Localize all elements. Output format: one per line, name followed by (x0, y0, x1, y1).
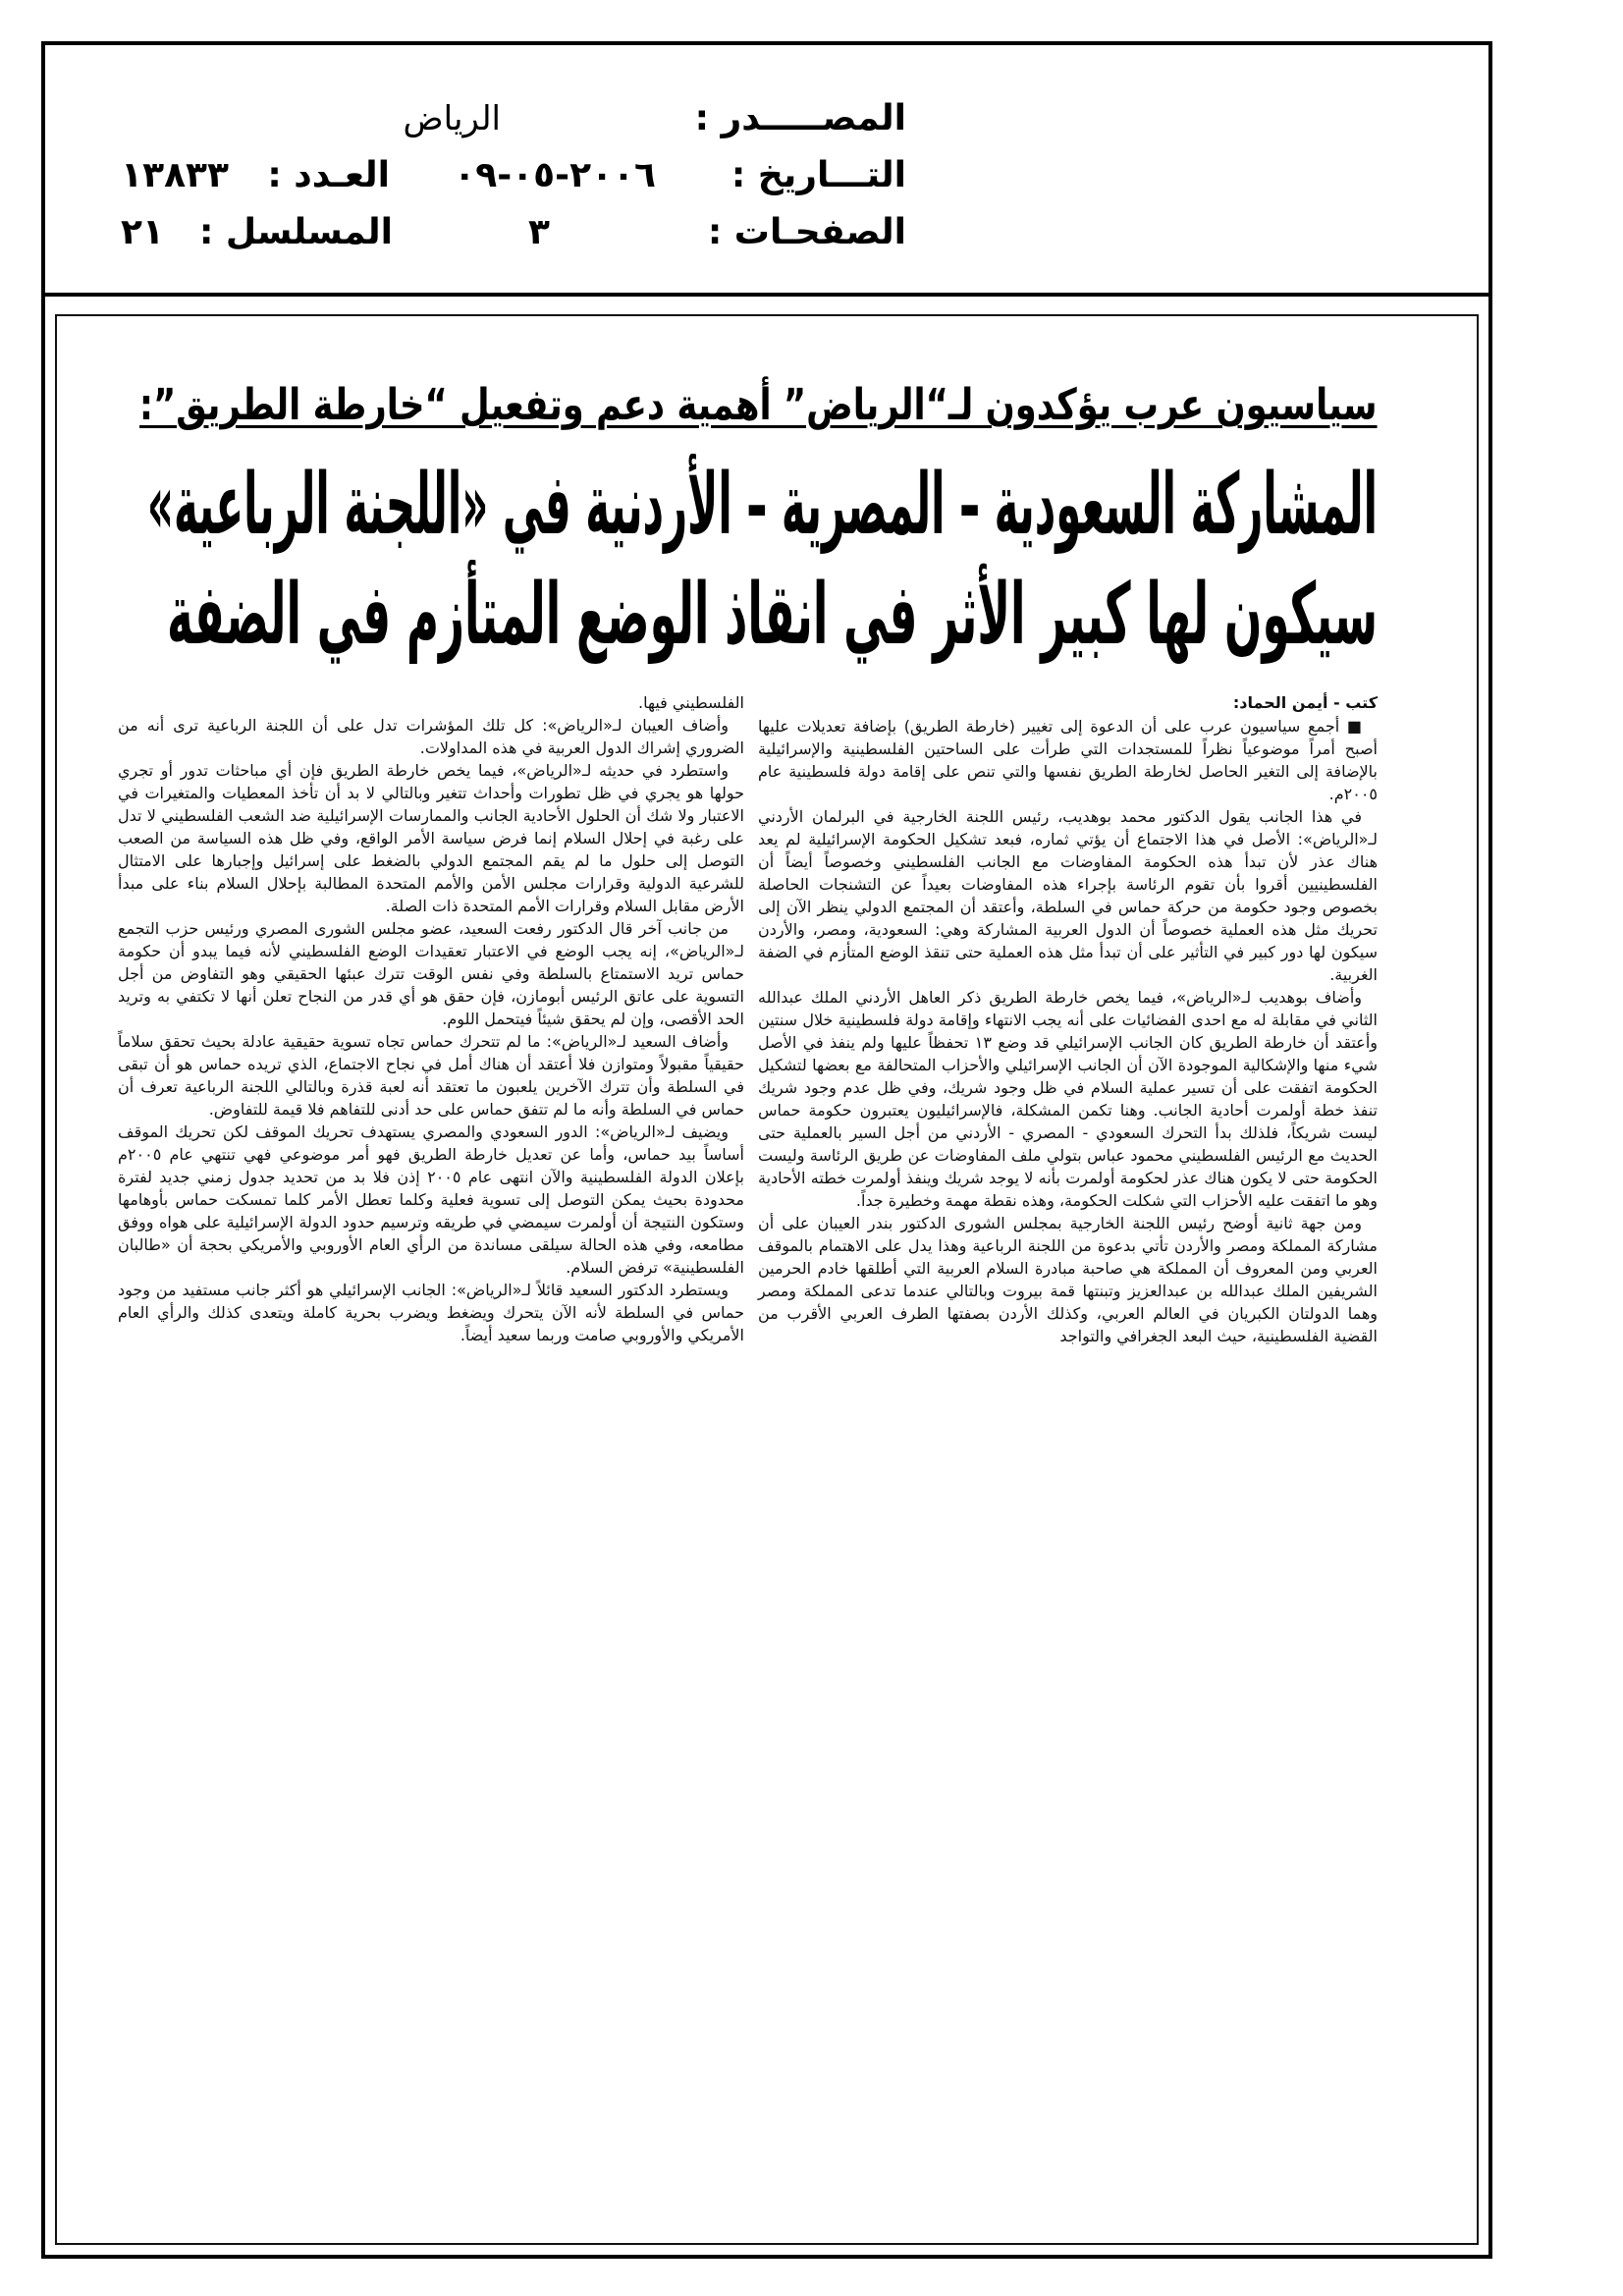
right-column (758, 715, 1378, 1347)
byline: كتب - أيمن الحماد: (1232, 693, 1378, 712)
paragraph: ويستطرد الدكتور السعيد قائلاً لـ«الرياض»: الجانب الإسرائيلي هو أكثر جانب مستفيد من وجود حماس في السلطة لأنه الآن يتحرك ويضغط ويضرب بحرية كاملة ويتعدى كذلك والرأي العام الأمريكي والأوروبي صامت وربما سعيد أيضاً. (118, 1281, 744, 1344)
serial-label: المسلسل : (198, 212, 393, 252)
pages-value: ٣ (528, 212, 550, 252)
paragraph: ويضيف لـ«الرياض»: الدور السعودي والمصري يستهدف تحريك الموقف لكن تحريك الموقف أساساً بيد حماس، وأما عن تعديل خارطة الطريق فهو أمر موضوعي فهي تنتهي عام ٢٠٠٥م بإعلان الدولة الفلسطينية والآن انتهى عام ٢٠٠٥ إذن فلا بد من تحديد جدول زمني جديد لفترة محدودة بحيث يمكن التوصل إلى تسوية فعلية وكلما تعطل الأمر كلما تمسكت حماس بأوهامها وستكون النتيجة أن أولمرت سيمضي في طريقه وترسيم حدود الدولة الإسرائيلية على هواه ووفق مطامعه، وفي هذه الحالة سيلقى مساندة من الرأي العام الأوروبي والأمريكي بحجة أن «طالبان الفلسطينية» ترفض السلام. (118, 1122, 745, 1277)
source-value: الرياض (403, 99, 501, 138)
date-value: ٢٠٠٦-٠٥-٠٩ (454, 155, 656, 195)
paragraph: من جانب آخر قال الدكتور رفعت السعيد، عضو مجلس الشورى المصري ورئيس حزب التجمع لـ«الرياض»، إنه يجب الوضع في الاعتبار تعقيدات الوضع الفلسطيني لأنه فيما يبدو أن حكومة حماس تريد الاستمتاع بالسلطة وفي نفس الوقت تترك عبئها الحقيقي وهو التفاوض من أجل التسوية على عاتق الرئيس أبومازن، فإن حقق هو أي قدر من النجاح تعلن أنها لا تكتفي به وتريد الحد الأقصى، وإن لم يحقق شيئاً فيتحمل اللوم. (118, 919, 744, 1028)
header-divider (41, 293, 1492, 297)
paragraph: وأضاف السعيد لـ«الرياض»: ما لم تتحرك حماس تجاه تسوية حقيقية عادلة بحيث تحقق سلاماً حقيقياً مقبولاً ومتوازن فلا أعتقد أن هناك أمل في نجاح الاجتماع، الذي تريده حماس هو أن تبقى في السلطة وأن تترك الآخرين يلعبون ما تعتقد أنه لعبة قذرة وبالتالي اللجنة الرباعية تعرف أن حماس في السلطة وأنه ما لم تتفق حماس على حد أدنى للتفاهم فلا قيمة للتفاوض. (118, 1032, 744, 1119)
paragraph: ■ أجمع سياسيون عرب على أن الدعوة إلى تغيير (خارطة الطريق) بإضافة تعديلات عليها أصبح أمراً موضوعياً نظراً للمستجدات التي طرأت على الساحتين الفلسطينية والإسرائيلية بالإضافة إلى التغير الحاصل لخارطة الطريق نفسها والتي تنص على إقامة دولة فلسطينية عام ٢٠٠٥م. (758, 717, 1378, 803)
paragraph: واستطرد في حديثه لـ«الرياض»، فيما يخص خارطة الطريق فإن أي مباحثات تدور أو تجري حولها هو يجري في ظل تطورات وأحداث تتغير وبالتالي لا بد أن تأخذ المعطيات والمتغيرات في الاعتبار ولا شك أن الحلول الأحادية الجانب والممارسات الإسرائيلية ضد الشعب الفلسطيني لا تدل على رغبة في إحلال السلام إنما فرض سياسة الأمر الواقع، وفي ظل هذه السياسة من الصعب التوصل إلى حلول ما لم يقم المجتمع الدولي بالضغط على إسرائيل وإجبارها على الامتثال للشرعية الدولية وقرارات مجلس الأمن والأمم المتحدة المطالبة بإحلال السلام بناء على مبدأ الأرض مقابل السلام وقرارات الأمم المتحدة ذات الصلة. (118, 761, 744, 915)
article-kicker-text: سياسيون عرب يؤكدون لـ“الرياض” أهمية دعم وتفعيل “خارطة الطريق”: (139, 380, 1378, 430)
left-column (118, 691, 744, 1346)
headline-line-1 (147, 450, 1378, 560)
paragraph: في هذا الجانب يقول الدكتور محمد بوهديب، رئيس اللجنة الخارجية في البرلمان الأردني لـ«الرياض»: الأصل في هذا الاجتماع أن يؤتي ثماره، فبعد تشكيل الحكومة الإسرائيلية لم يعد هناك عذر لأن تبدأ هذه الحكومة المفاوضات مع الجانب الفلسطيني وخصوصاً أيضاً أن الفلسطينيين أقروا بأن تقوم الرئاسة بإجراء هذه المفاوضات بعيداً عن التشنجات الحاصلة بخصوص وجود حكومة من حركة حماس في السلطة، وأعتقد أن المجتمع الدولي ينظر الآن إلى تحريك مثل هذه العملية خصوصاً أن الدول العربية المشاركة وهي: السعودية، ومصر، والأردن سيكون لها دور كبير في التأثير على أن تبدأ مثل هذه العملية حتى تنقذ الوضع المتأزم في الضفة الغربية. (758, 807, 1378, 984)
paragraph: وأضاف بوهديب لـ«الرياض»، فيما يخص خارطة الطريق ذكر العاهل الأردني الملك عبدالله الثاني في مقابلة له مع احدى الفضائيات على أنه يجب الانتهاء وإقامة دولة فلسطينية خلال سنتين وأعتقد أن خارطة الطريق كان الجانب الإسرائيلي قد وضع ١٣ تحفظاً عليها ولم ينفذ في الأصل شيء منها والإشكالية الموجودة الآن أن الجانب الإسرائيلي والأحزاب المتحالفة مع بعضها لتشكيل الحكومة اتفقت على أن تسير عملية السلام في ظل وجود شريك، وفي ظل عدم وجود شريك تنفذ خطة أولمرت أحادية الجانب. وهنا تكمن المشكلة، فالإسرائيليون يعتبرون حكومة حماس ليست شريكاً، فلذلك بدأ التحرك السعودي - المصري - الأردني من أجل السير بالعملية حتى الحديث مع الرئيس الفلسطيني محمود عباس بتولي ملف المفاوضات عن طريق الرئاسة وليست الحكومة حتى لا يكون هناك عذر لحكومة أولمرت بأنه لا يوجد شريك وينفذ أولمرت خطته الأحادية وهو ما اتفقت عليه الأحزاب التي شكلت الحكومة، وهذه نقطة مهمة وخطيرة جداً. (758, 988, 1379, 1210)
paragraph: الفلسطيني فيها. (638, 693, 744, 712)
paragraph: ومن جهة ثانية أوضح رئيس اللجنة الخارجية بمجلس الشورى الدكتور بندر العيبان على أن مشاركة المملكة ومصر والأردن تأتي بدعوة من اللجنة الرباعية وهذا يدل على الاهتمام بالموقف العربي ومن المعروف أن المملكة هي صاحبة مبادرة السلام العربية التي أطلقها خادم الحرمين الشريفين الملك عبدالله بن عبدالعزيز وتبنتها قمة بيروت وبالتالي عندما تدعى المملكة ومصر وهما الدولتان الكبريان في العالم العربي، وكذلك الأردن بصفتها الطرف العربي الأقرب من القضية الفلسطينية، حيث البعد الجغرافي والتواجد (758, 1214, 1378, 1345)
article-kicker (139, 375, 1378, 438)
issue-value: ١٣٨٣٣ (121, 155, 229, 195)
headline-line-2 (167, 560, 1378, 670)
pages-label: الصفحـات : (707, 212, 906, 252)
paragraph: وأضاف العيبان لـ«الرياض»: كل تلك المؤشرات تدل على أن اللجنة الرباعية ترى أنه من الضروري إشراك الدول العربية في هذه المداولات. (118, 716, 744, 757)
headline-line-1-text: المشاركة السعودية – المصرية – الأردنية في «اللجنة الرباعية» (147, 456, 1378, 554)
date-label: التـــاريخ : (730, 155, 906, 195)
source-label: المصـــــدر : (694, 98, 906, 138)
headline-line-2-text: سيكون لها كبير الأثر في انقاذ الوضع المتأزم في الضفة (167, 566, 1378, 664)
serial-value: ٢١ (121, 212, 164, 252)
issue-label: العـدد : (267, 155, 390, 195)
